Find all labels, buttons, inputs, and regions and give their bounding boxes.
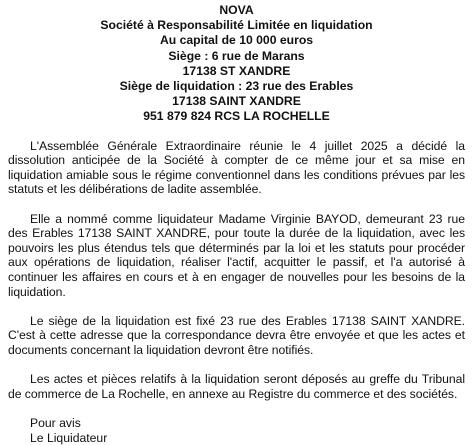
legal-form: Société à Responsabilité Limitée en liquidation [8, 18, 465, 33]
notice-closing [8, 416, 465, 445]
closing-for-notice: Pour avis [30, 416, 465, 431]
paragraph-liquidator-appointment: Elle a nommé comme liquidateur Madame Virginie BAYOD, demeurant 23 rue des Erables 17138 SAINT XANDRE, pour toute la durée de la liquidation, avec les pouvoirs les plus étendus tels que déterminés par la loi et les statuts pour procéder aux opérations de liquidation, réaliser l'actif, acquitter le passif, et l'a autorisé à continuer les affaires en cours et à en engager de nouvelles pour les besoins de la liquidation. [8, 212, 465, 300]
notice-header [8, 3, 465, 125]
paragraph-liquidation-seat: Le siège de la liquidation est fixé 23 rue des Erables 17138 SAINT XANDRE. C'est à cette adresse que la correspondance devra être envoyée et que les actes et documents concernant la liquidation devront être notifiés. [8, 314, 465, 358]
notice-body [8, 139, 465, 402]
liquidation-seat-city: 17138 SAINT XANDRE [8, 94, 465, 109]
closing-signatory: Le Liquidateur [30, 431, 465, 445]
paragraph-filing: Les actes et pièces relatifs à la liquidation seront déposés au greffe du Tribunal de commerce de La Rochelle, en annexe au Registre du commerce et des sociétés. [8, 372, 465, 401]
paragraph-dissolution: L'Assemblée Générale Extraordinaire réunie le 4 juillet 2025 a décidé la dissolution anticipée de la Société à compter de ce même jour et sa mise en liquidation amiable sous le régime conventionnel dans les conditions prévues par les statuts et les délibérations de ladite assemblée. [8, 139, 465, 197]
registered-seat-address: Siège : 6 rue de Marans [8, 49, 465, 64]
liquidation-seat-address: Siège de liquidation : 23 rue des Erables [8, 79, 465, 94]
registered-seat-city: 17138 ST XANDRE [8, 64, 465, 79]
rcs-registration: 951 879 824 RCS LA ROCHELLE [8, 109, 465, 124]
share-capital: Au capital de 10 000 euros [8, 33, 465, 48]
company-name: NOVA [8, 3, 465, 18]
